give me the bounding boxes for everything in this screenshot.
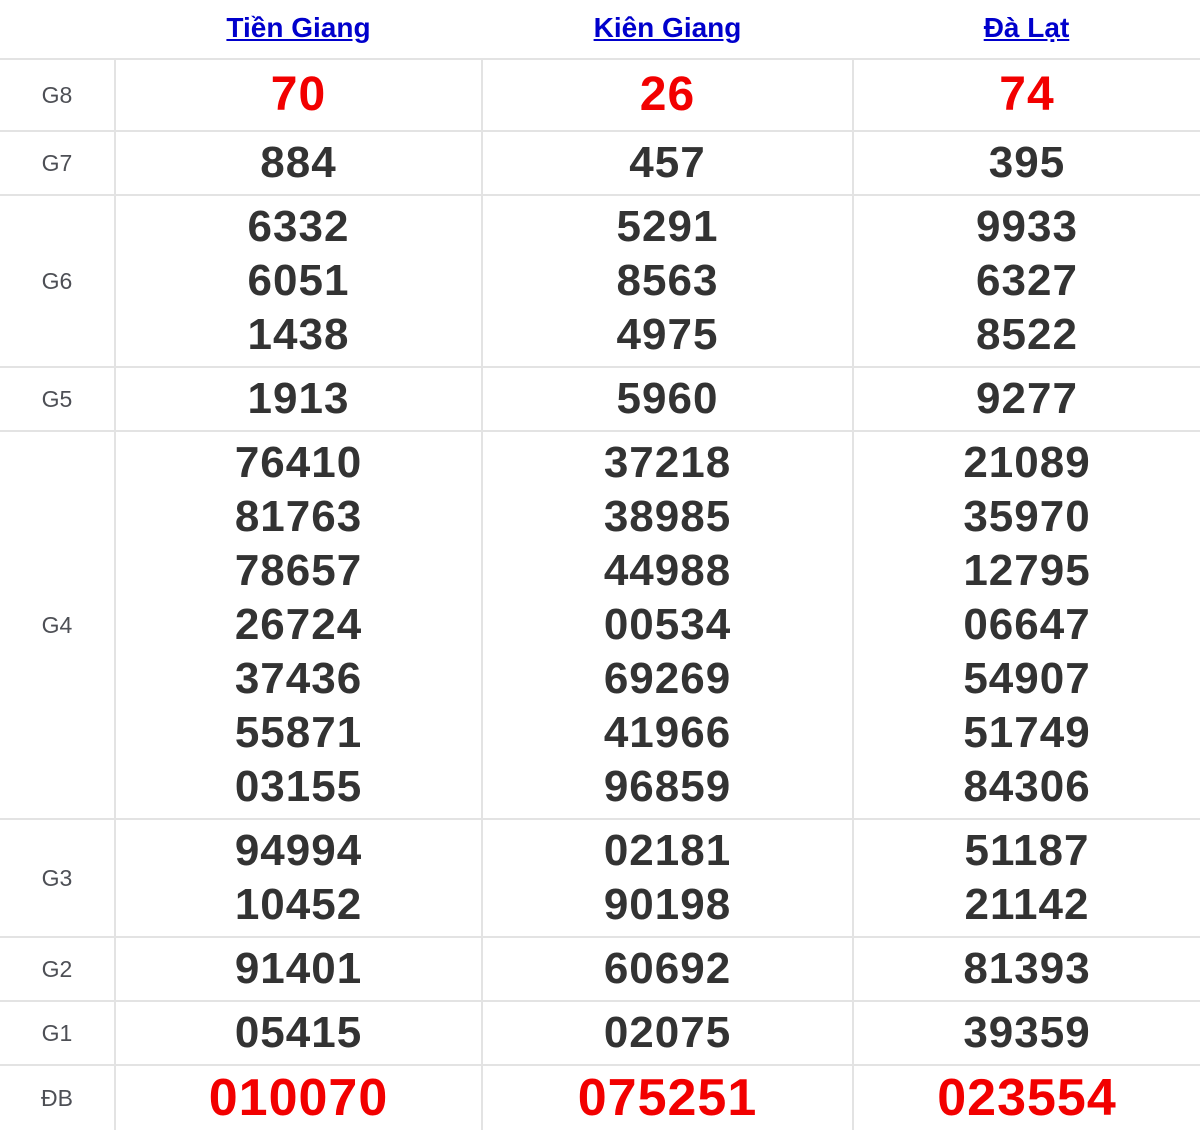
prize-label: G2	[41, 955, 73, 982]
table-row	[0, 367, 1200, 431]
prize-cell	[115, 937, 482, 1001]
prize-number: 5960	[616, 374, 719, 423]
table-row	[0, 937, 1200, 1001]
table-row	[0, 431, 1200, 819]
prize-cell	[115, 367, 482, 431]
prize-number: 9933	[976, 202, 1078, 251]
table-body	[0, 59, 1200, 1130]
prize-number: 21142	[964, 880, 1090, 929]
prize-cell	[482, 1001, 853, 1065]
prize-number: 44988	[603, 546, 732, 595]
prize-number: 76410	[234, 438, 363, 487]
table-row	[0, 59, 1200, 131]
prize-number: 51749	[963, 708, 1091, 757]
column-header	[115, 0, 482, 59]
prize-number: 9277	[976, 374, 1078, 423]
prize-number: 00534	[603, 600, 732, 649]
prize-cell	[482, 59, 853, 131]
prize-number: 84306	[963, 762, 1091, 811]
prize-cell	[115, 195, 482, 367]
prize-number: 74	[999, 68, 1055, 121]
prize-cell	[115, 1065, 482, 1130]
province-link[interactable]: Tiền Giang	[226, 12, 371, 43]
prize-number: 06647	[963, 600, 1091, 649]
prize-number: 075251	[577, 1069, 758, 1127]
prize-number: 884	[260, 138, 337, 187]
prize-label: G4	[41, 611, 73, 638]
prize-label: G8	[41, 81, 73, 108]
prize-cell	[482, 195, 853, 367]
prize-number: 8563	[616, 256, 719, 305]
prize-number: 41966	[603, 708, 732, 757]
prize-cell	[853, 367, 1200, 431]
prize-number: 38985	[603, 492, 732, 541]
prize-cell	[853, 131, 1200, 195]
table-row	[0, 819, 1200, 937]
prize-cell	[115, 819, 482, 937]
prize-number: 70	[270, 68, 327, 121]
province-link[interactable]: Kiên Giang	[593, 12, 742, 43]
prize-cell	[115, 1001, 482, 1065]
prize-number: 1438	[247, 310, 350, 359]
prize-number: 03155	[234, 762, 363, 811]
prize-cell	[853, 937, 1200, 1001]
prize-cell	[115, 131, 482, 195]
prize-label-cell	[0, 819, 115, 937]
prize-number: 21089	[963, 438, 1091, 487]
prize-number: 12795	[963, 546, 1091, 595]
table-row	[0, 1001, 1200, 1065]
prize-number: 26	[639, 68, 696, 121]
prize-cell	[482, 1065, 853, 1130]
prize-number: 81393	[963, 944, 1091, 993]
prize-number: 91401	[234, 944, 363, 993]
prize-number: 39359	[963, 1008, 1091, 1057]
prize-cell	[115, 59, 482, 131]
table-row	[0, 195, 1200, 367]
prize-cell	[853, 195, 1200, 367]
prize-number: 51187	[964, 826, 1090, 875]
prize-number: 69269	[603, 654, 732, 703]
prize-number: 023554	[937, 1069, 1117, 1127]
prize-number: 55871	[234, 708, 363, 757]
prize-number: 05415	[234, 1008, 363, 1057]
prize-label: G1	[41, 1019, 73, 1046]
prize-label-cell	[0, 131, 115, 195]
prize-cell	[482, 819, 853, 937]
prize-cell	[853, 431, 1200, 819]
prize-number: 4975	[616, 310, 719, 359]
prize-number: 02181	[603, 826, 732, 875]
prize-number: 5291	[616, 202, 719, 251]
prize-number: 8522	[976, 310, 1078, 359]
prize-label-cell	[0, 1001, 115, 1065]
prize-number: 96859	[603, 762, 732, 811]
prize-label-cell	[0, 1065, 115, 1130]
prize-cell	[853, 59, 1200, 131]
prize-label: G3	[41, 864, 73, 891]
prize-number: 37218	[603, 438, 732, 487]
prize-cell	[482, 131, 853, 195]
prize-number: 94994	[234, 826, 363, 875]
prize-cell	[482, 367, 853, 431]
prize-label-cell	[0, 431, 115, 819]
prize-number: 6332	[247, 202, 350, 251]
prize-number: 26724	[234, 600, 363, 649]
prize-label: G7	[41, 149, 73, 176]
prize-number: 6327	[976, 256, 1078, 305]
prize-label-cell	[0, 59, 115, 131]
prize-number: 54907	[963, 654, 1091, 703]
prize-label: G6	[41, 267, 73, 294]
prize-number: 60692	[603, 944, 732, 993]
column-header	[853, 0, 1200, 59]
table-row	[0, 131, 1200, 195]
prize-number: 78657	[234, 546, 363, 595]
prize-cell	[853, 819, 1200, 937]
column-header	[482, 0, 853, 59]
table-row	[0, 1065, 1200, 1130]
prize-number: 81763	[234, 492, 363, 541]
prize-number: 010070	[208, 1069, 389, 1127]
prize-label: G5	[41, 385, 73, 412]
prize-cell	[853, 1001, 1200, 1065]
prize-label-cell	[0, 195, 115, 367]
header-row	[0, 0, 1200, 59]
prize-cell	[482, 431, 853, 819]
table-header	[0, 0, 1200, 59]
prize-label-cell	[0, 937, 115, 1001]
prize-label: ĐB	[41, 1084, 73, 1111]
prize-number: 6051	[247, 256, 350, 305]
prize-number: 37436	[234, 654, 363, 703]
prize-number: 90198	[603, 880, 732, 929]
prize-cell	[853, 1065, 1200, 1130]
prize-number: 457	[629, 138, 706, 187]
prize-number: 02075	[603, 1008, 732, 1057]
prize-number: 10452	[234, 880, 363, 929]
prize-number: 1913	[247, 374, 350, 423]
prize-cell	[115, 431, 482, 819]
corner-cell	[0, 0, 115, 59]
prize-label-cell	[0, 367, 115, 431]
prize-number: 35970	[963, 492, 1091, 541]
province-link[interactable]: Đà Lạt	[983, 12, 1070, 43]
prize-cell	[482, 937, 853, 1001]
prize-number: 395	[988, 138, 1066, 187]
